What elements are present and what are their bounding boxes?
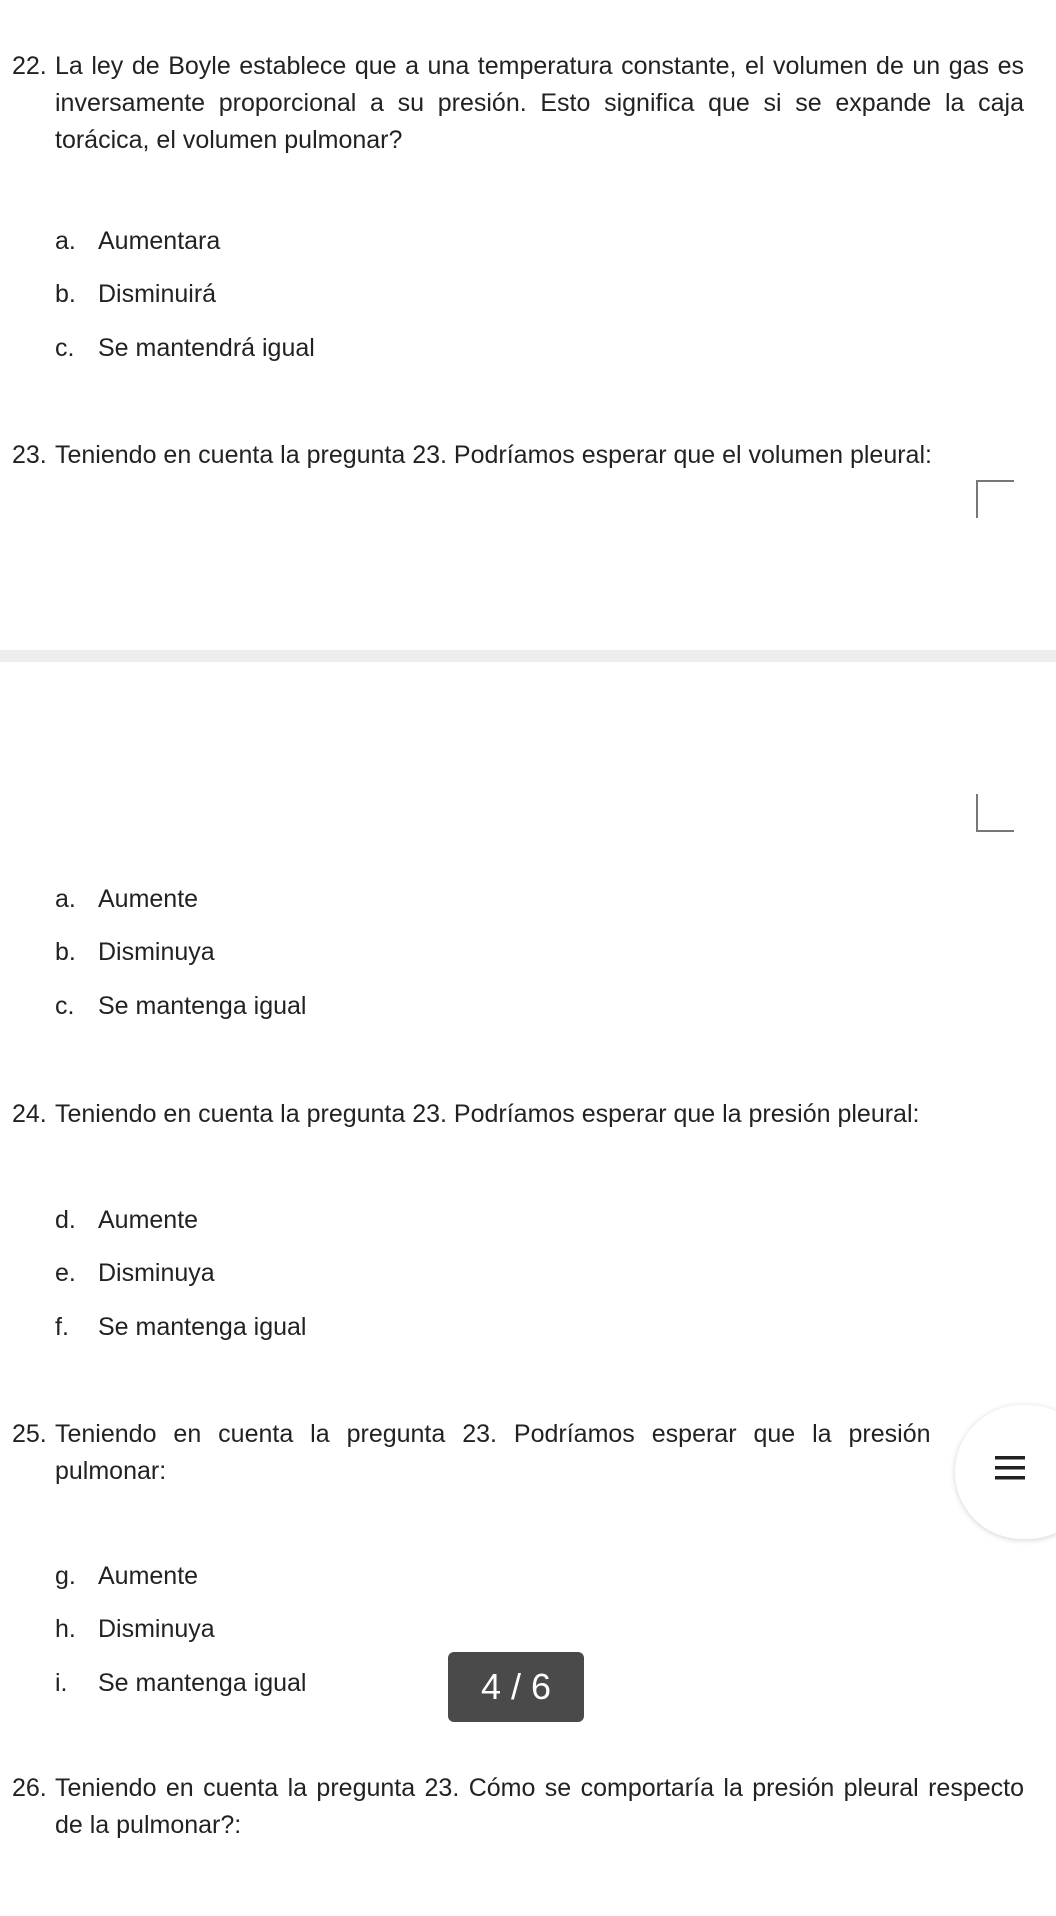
option: f. Se mantenga igual (55, 1313, 307, 1341)
option: i. Se mantenga igual (55, 1669, 307, 1697)
question-text: La ley de Boyle establece que a una temperatura constante, el volumen de un gas es inversamente proporcional a su presión. Esto significa que si se expande la caja torácica, el volumen pulmonar? (55, 52, 1024, 154)
crop-mark (976, 794, 1014, 832)
question-text: pulmonar: (55, 1457, 167, 1485)
question-25 (12, 1416, 1056, 1453)
option: b. Disminuya (55, 938, 215, 966)
option: c. Se mantendrá igual (55, 334, 315, 362)
question-number: 22. (12, 52, 47, 80)
option: h. Disminuya (55, 1615, 215, 1643)
option: e. Disminuya (55, 1259, 215, 1287)
question-number: 25. (12, 1420, 47, 1448)
question-text: Teniendo en cuenta la pregunta 23. Cómo se comportaría la presión pleural respecto de la pulmonar?: (55, 1774, 1024, 1839)
question-23 (12, 437, 1024, 474)
page-separator (0, 650, 1056, 662)
question-25-continued (12, 1453, 1024, 1490)
question-number: 23. (12, 441, 47, 469)
question-26 (12, 1770, 1024, 1844)
page-indicator: 4 / 6 (448, 1652, 584, 1722)
option: g. Aumente (55, 1562, 199, 1590)
option: b. Disminuirá (55, 280, 217, 308)
menu-icon (995, 1453, 1025, 1483)
option: c. Se mantenga igual (55, 992, 307, 1020)
question-number: 26. (12, 1774, 47, 1802)
crop-mark (976, 480, 1014, 518)
question-text: Teniendo en cuenta la pregunta 23. Podríamos esperar que el volumen pleural: (55, 441, 932, 469)
question-24 (12, 1096, 1024, 1133)
option: d. Aumente (55, 1206, 199, 1234)
question-text: Teniendo en cuenta la pregunta 23. Podríamos esperar que la presión (55, 1420, 931, 1448)
option: a. Aumente (55, 885, 199, 913)
option: a. Aumentara (55, 227, 221, 255)
question-number: 24. (12, 1100, 47, 1128)
question-22 (12, 48, 1024, 159)
question-text: Teniendo en cuenta la pregunta 23. Podríamos esperar que la presión pleural: (55, 1100, 920, 1128)
